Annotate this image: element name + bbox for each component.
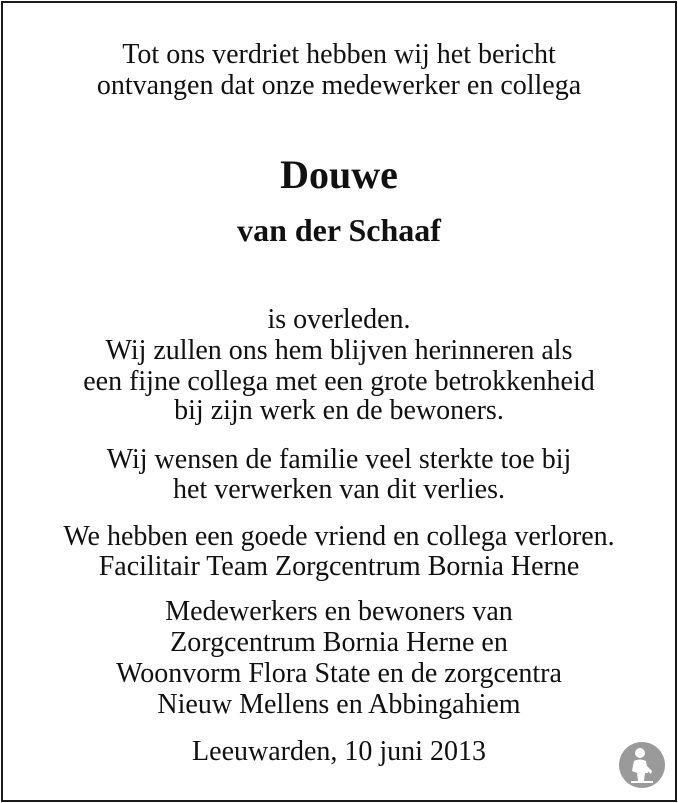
signatory-line-2: Zorgcentrum Bornia Herne en (170, 627, 508, 658)
message-line-3: een fijne collega met een grote betrokkenheid (83, 366, 595, 397)
message-line-2: Wij zullen ons hem blijven herinneren als (105, 335, 573, 366)
intro-line-1: Tot ons verdriet hebben wij het bericht (122, 39, 556, 70)
deceased-last-name: van der Schaaf (237, 212, 441, 248)
intro-line-2: ontvangen dat onze medewerker en collega (96, 70, 582, 101)
team-line-1: We hebben een goede vriend en collega verloren. (63, 521, 615, 552)
wish-line-2: het verwerken van dit verlies. (173, 474, 505, 505)
message-line-4: bij zijn werk en de bewoners. (174, 395, 504, 426)
wish-line-1: Wij wensen de familie veel sterkte toe bij (106, 444, 572, 475)
signatory-line-4: Nieuw Mellens en Abbingahiem (157, 689, 521, 720)
signatory-line-1: Medewerkers en bewoners van (165, 596, 513, 627)
signatory-line-3: Woonvorm Flora State en de zorgcentra (116, 658, 562, 689)
team-line-2: Facilitair Team Zorgcentrum Bornia Herne (98, 551, 580, 582)
mourning-figure-icon (618, 741, 666, 789)
message-line-1: is overleden. (267, 304, 411, 335)
place-date: Leeuwarden, 10 juni 2013 (192, 736, 486, 767)
deceased-first-name: Douwe (280, 152, 398, 197)
